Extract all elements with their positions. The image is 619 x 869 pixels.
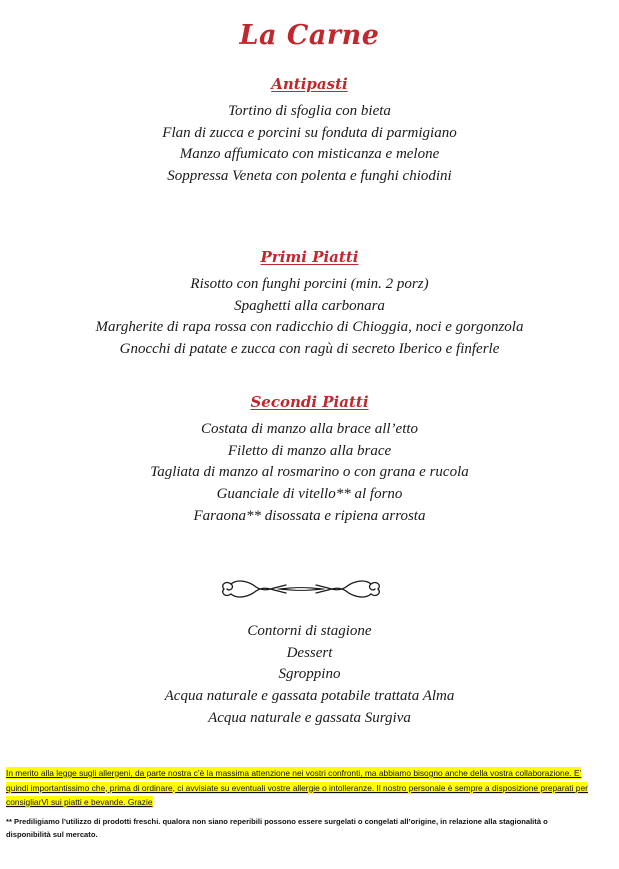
dish-item: Filetto di manzo alla brace: [227, 442, 392, 459]
dish-item: Costata di manzo alla brace all’etto: [200, 421, 419, 437]
dish-item: Soppressa Veneta con polenta e funghi chiodini: [167, 168, 452, 185]
dish-item: Contorni di stagione: [247, 623, 372, 639]
secondi-heading: Secondi Piatti: [250, 393, 369, 411]
dish-item: Guanciale di vitello** al forno: [216, 486, 403, 503]
allergen-note-text: In merito alla legge sugli allergeni, da parte nostra c’è la massima attenzione nei vostri confronti, ma abbiamo bisogno anche della vostra collaborazione. E’ quindi importantissimo che, prima di ordinare, ci avvisiate su eventuali vostre allergie o intolleranze. Il nostro personale è sempre a disposizione preparati per consigliarVi sui piatti e bevande. Grazie: [6, 768, 588, 807]
dish-item: Margherite di rapa rossa con radicchio di Chioggia, noci e gorgonzola: [95, 319, 524, 336]
secondi-list: [0, 419, 619, 528]
dish-item: Faraona** disossata e ripiena arrosta: [193, 507, 426, 524]
dish-item: Manzo affumicato con misticanza e melone: [179, 146, 440, 163]
scroll-ornament-divider-icon: [216, 576, 386, 602]
dish-item: Tagliata di manzo al rosmarino o con grana e rucola: [150, 464, 469, 481]
dish-item: Tortino di sfoglia con bieta: [228, 103, 391, 119]
dish-item: Flan di zucca e porcini su fonduta di parmigiano: [162, 124, 457, 141]
menu-title: La Carne: [239, 20, 380, 51]
dish-item: Dessert: [286, 644, 333, 661]
dish-item: Sgroppino: [278, 666, 341, 683]
dish-item: Acqua naturale e gassata Surgiva: [208, 709, 411, 726]
primi-heading: Primi Piatti: [260, 248, 359, 266]
fresh-products-note: ** Prediligiamo l’utilizzo di prodotti freschi. qualora non siano reperibili possono essere surgelati o congelati all’origine, in relazione alla stagionalità o disponibilità sul mercato.: [6, 817, 548, 839]
extras-list: [0, 621, 619, 730]
primi-list: [0, 274, 619, 361]
dish-item: Spaghetti alla carbonara: [234, 297, 385, 314]
antipasti-heading: Antipasti: [271, 75, 348, 93]
antipasti-list: [0, 101, 619, 188]
dish-item: Risotto con funghi porcini (min. 2 porz): [190, 276, 429, 292]
allergen-note: [6, 766, 596, 810]
dish-item: Gnocchi di patate e zucca con ragù di secreto Iberico e finferle: [119, 341, 500, 358]
dish-item: Acqua naturale e gassata potabile trattata Alma: [164, 688, 455, 705]
